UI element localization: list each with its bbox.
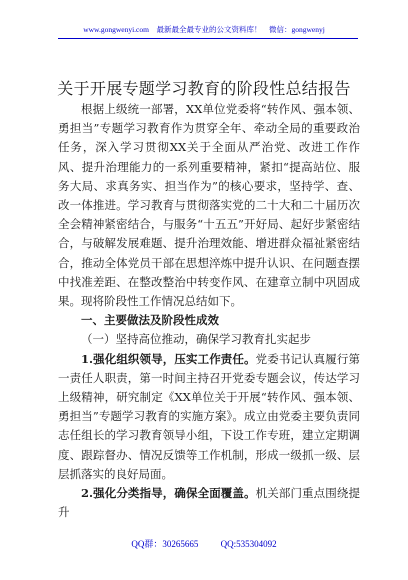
document-title: 关于开展专题学习教育的阶段性总结报告 <box>57 79 351 98</box>
item-2-body: 机关部门重点围绕提升 <box>58 486 360 520</box>
footer-qq-group: QQ群：30265665 <box>131 539 199 549</box>
site-header <box>0 24 408 35</box>
intro-paragraph: 根据上级统一部署，XX单位党委将“转作风、强本领、勇担当”专题学习教育作为贯穿全年、牵动全局的重要政治任务，深入学习贯彻XX关于全面从严治党、改进工作作风、提升治理能力的一系列重要精神，紧扣“提高站位、服务大局、求真务实、担当作为”的核心要求，坚持学、查、改一体推进。学习教育与贯彻落实党的二十大和二十届历次全会精神紧密结合，与服务“十五五”开好局、起好步紧密结合，与破解发展难题、提升治理效能、增进群众福祉紧密结合，推动全体党员干部在思想淬炼中提升认识、在问题查摆中找准差距、在整改整治中转变作风、在建章立制中巩固成果。现将阶段性工作情况总结如下。 <box>58 102 360 309</box>
site-slogan: 最新最全最专业的公文资料库！ <box>156 25 262 34</box>
item-2-heading: 2.强化分类指导，确保全面覆盖。 <box>81 486 256 501</box>
page-footer <box>0 537 408 550</box>
item-2-paragraph <box>58 484 360 522</box>
document-body <box>58 100 360 522</box>
item-1-heading: 1.强化组织领导，压实工作责任。 <box>81 351 256 366</box>
footer-qq: QQ:535304092 <box>220 539 277 549</box>
item-1-body: 党委书记认真履行第一责任人职责，第一时间主持召开党委专题会议，传达学习上级精神，研究制定《XX单位关于开展“转作风、强本领、勇担当”专题学习教育的实施方案》。成立由党委主要负责同志任组长的学习教育领导小组，下设工作专班，建立定期调度、跟踪督办、情况反馈等工作机制，形成一级抓一级、层层抓落实的良好局面。 <box>58 351 360 481</box>
section-heading-1: 一、主要做法及阶段性成效 <box>81 313 219 328</box>
wechat-id: 微信：gongwenyj <box>268 25 325 34</box>
subsection-heading-1: （一）坚持高位推动，确保学习教育扎实起步 <box>81 332 311 347</box>
header-divider <box>58 38 358 39</box>
item-1-paragraph <box>58 350 360 484</box>
site-url[interactable]: www.gongwenyi.com <box>83 25 149 34</box>
